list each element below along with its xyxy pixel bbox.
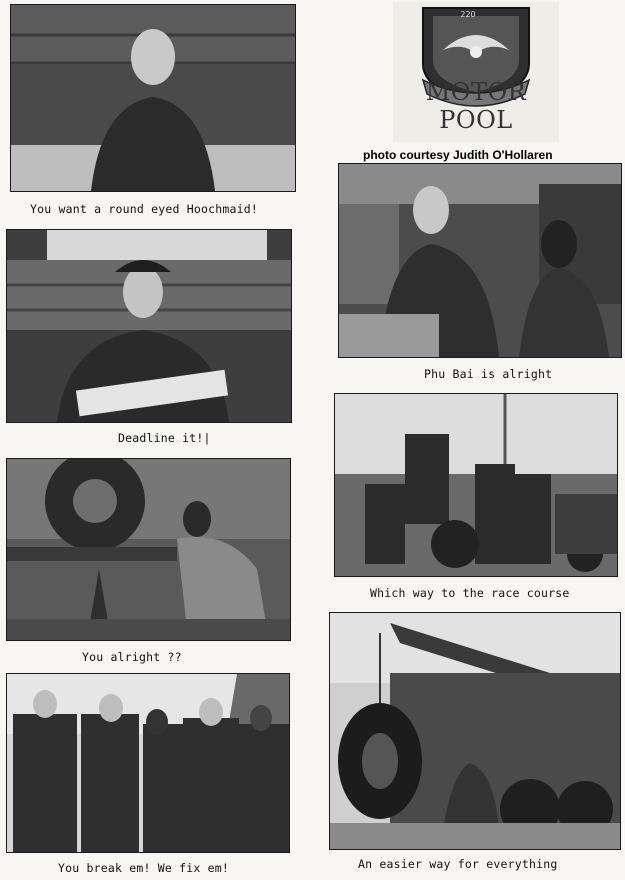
caption-deadline: Deadline it!|	[118, 431, 211, 445]
photo-fix-em	[6, 673, 290, 853]
caption-fix-em: You break em! We fix em!	[58, 861, 229, 875]
caption-easier-way: An easier way for everything	[358, 857, 558, 871]
photo-hoochmaid	[10, 4, 296, 192]
motor-pool-emblem	[393, 2, 559, 142]
caption-race-course: Which way to the race course	[370, 586, 570, 600]
photo-easier-way	[329, 612, 621, 850]
photo-credit: photo courtesy Judith O'Hollaren	[363, 148, 553, 162]
photo-race-course	[334, 393, 618, 577]
caption-alright: You alright ??	[82, 650, 182, 664]
caption-phu-bai: Phu Bai is alright	[424, 367, 553, 381]
photo-alright	[6, 458, 291, 641]
caption-hoochmaid: You want a round eyed Hoochmaid!	[30, 202, 258, 216]
photo-phu-bai	[338, 163, 622, 358]
photo-deadline	[6, 229, 292, 423]
emblem-number: 220	[460, 10, 476, 19]
emblem-title: MOTOR POOL	[425, 78, 527, 134]
